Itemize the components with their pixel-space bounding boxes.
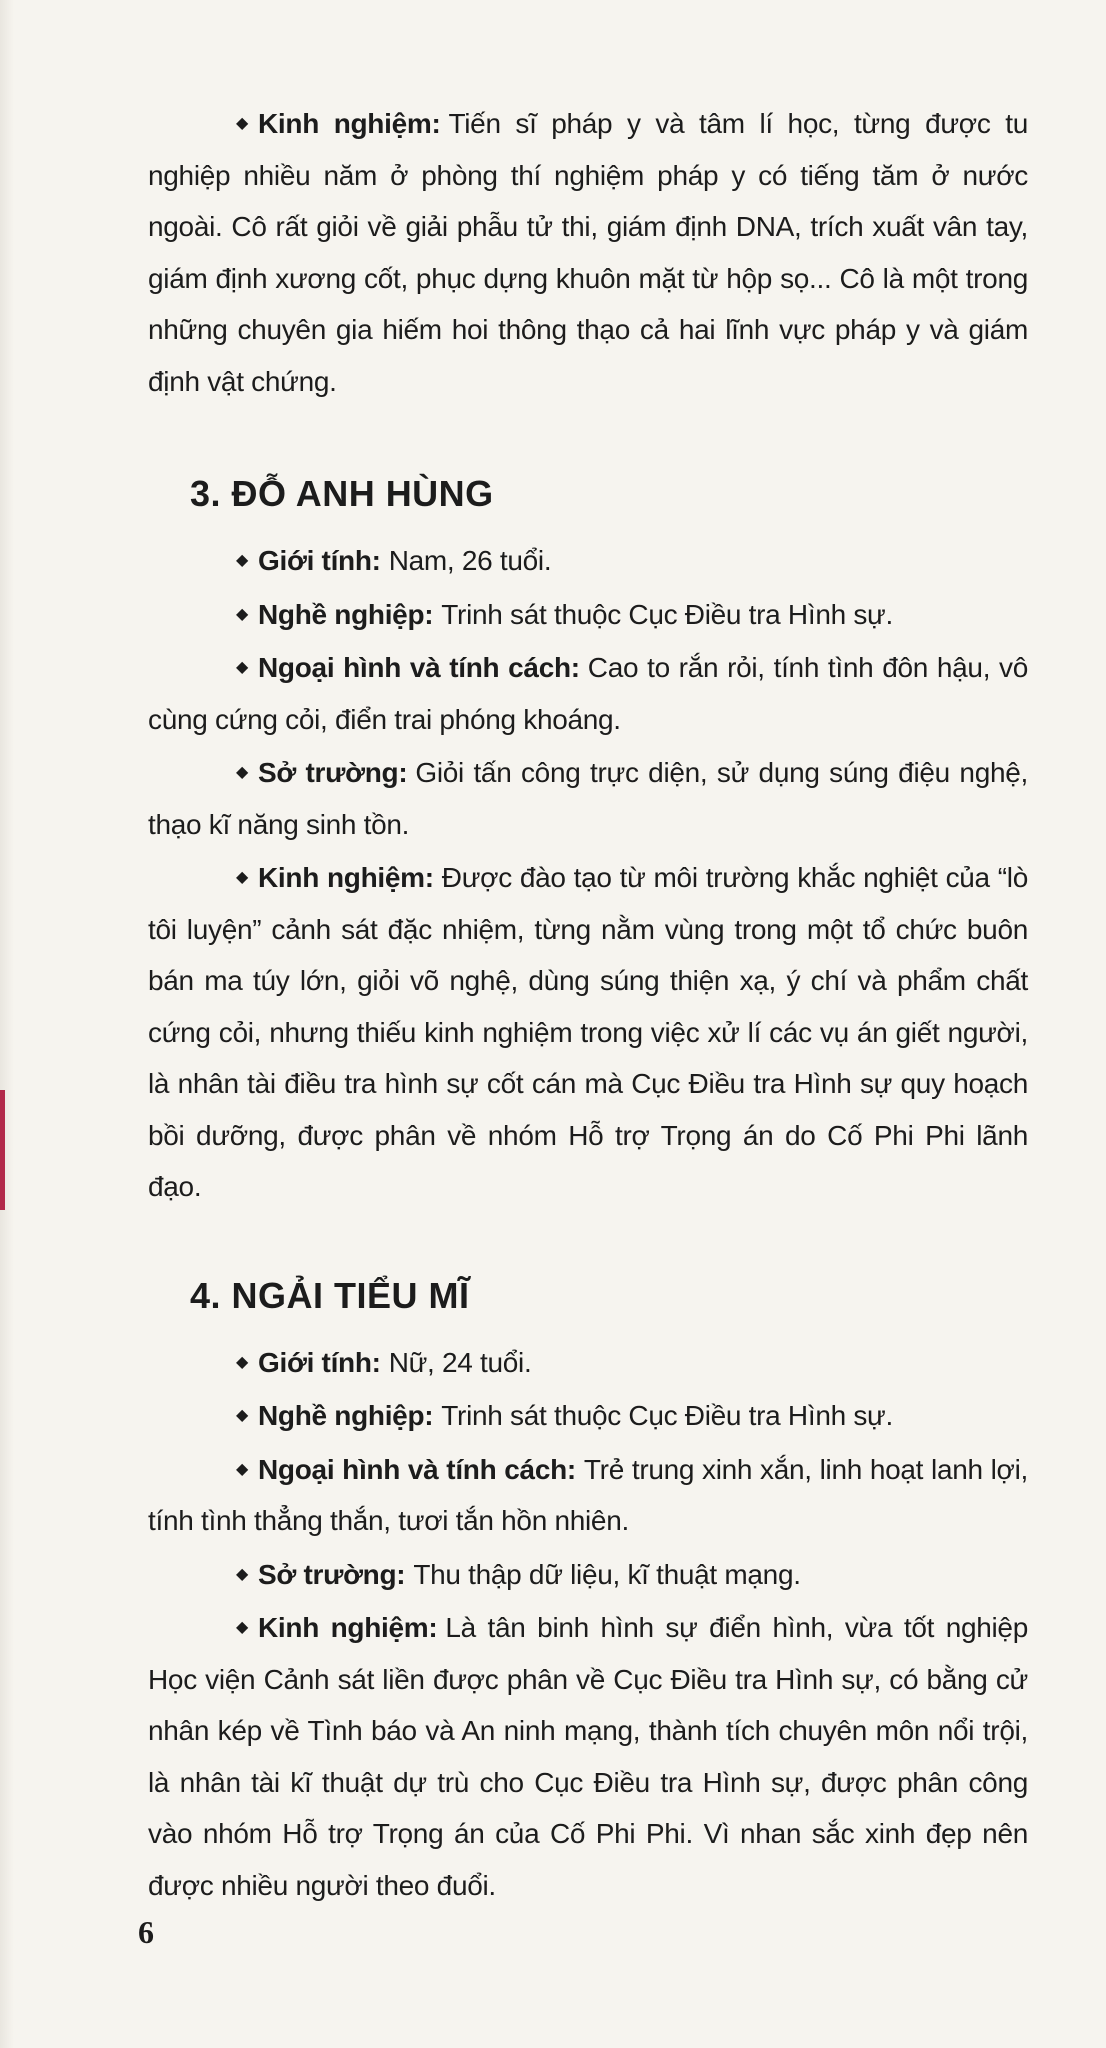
page-content bbox=[148, 98, 1028, 1913]
item-label: Giới tính: bbox=[258, 1346, 381, 1378]
list-item-strengths bbox=[148, 747, 1028, 850]
bullet-icon: ◆ bbox=[236, 115, 249, 132]
item-label: Nghề nghiệp: bbox=[258, 1400, 434, 1431]
section-title-do-anh-hung: 3. ĐỖ ANH HÙNG bbox=[190, 473, 494, 514]
item-label: Kinh nghiệm: bbox=[258, 108, 441, 139]
section-title-ngai-tieu-mi: 4. NGẢI TIỂU MĨ bbox=[190, 1274, 470, 1316]
item-label: Sở trường: bbox=[258, 757, 408, 788]
item-label: Nghề nghiệp: bbox=[258, 598, 434, 630]
bullet-icon: ◆ bbox=[236, 1353, 249, 1371]
bullet-icon: ◆ bbox=[236, 1619, 249, 1636]
item-text: Là tân binh hình sự điển hình, vừa tốt nghiệp Học viện Cảnh sát liền được phân về Cục Điều tra Hình sự, có bằng cử nhân kép về Tình báo và An ninh mạng, thành tích chuyên môn nổi trội, là nhân tài kĩ thuật dự trù cho Cục Điều tra Hình sự, được phân công vào nhóm Hỗ trợ Trọng án của Cố Phi Phi. Vì nhan sắc xinh đẹp nên được nhiều người theo đuổi. bbox=[148, 1612, 1028, 1901]
bullet-icon: ◆ bbox=[236, 764, 249, 781]
bullet-icon: ◆ bbox=[236, 552, 249, 569]
item-text: Trinh sát thuộc Cục Điều tra Hình sự. bbox=[441, 1400, 893, 1431]
bullet-icon: ◆ bbox=[236, 659, 249, 676]
item-label: Ngoại hình và tính cách: bbox=[258, 1453, 576, 1485]
list-item-occupation bbox=[148, 589, 1028, 641]
item-text: Tiến sĩ pháp y và tâm lí học, từng được tu nghiệp nhiều năm ở phòng thí nghiệm pháp y có tiếng tăm ở nước ngoài. Cô rất giỏi về giải phẫu tử thi, giám định DNA, trích xuất vân tay, giám định xương cốt, phục dựng khuôn mặt từ hộp sọ... Cô là một trong những chuyên gia hiếm hoi thông thạo cả hai lĩnh vực pháp y và giám định vật chứng. bbox=[148, 108, 1028, 397]
item-label: Sở trường: bbox=[258, 1558, 406, 1590]
item-text: Được đào tạo từ môi trường khắc nghiệt của “lò tôi luyện” cảnh sát đặc nhiệm, từng nằm vùng trong một tổ chức buôn bán ma túy lớn, giỏi võ nghệ, dùng súng thiện xạ, ý chí và phẩm chất cứng cỏi, nhưng thiếu kinh nghiệm trong việc xử lí các vụ án giết người, là nhân tài điều tra hình sự cốt cán mà Cục Điều tra Hình sự quy hoạch bồi dưỡng, được phân về nhóm Hỗ trợ Trọng án do Cố Phi Phi lãnh đạo. bbox=[148, 862, 1028, 1202]
item-label: Kinh nghiệm: bbox=[258, 862, 434, 893]
list-item-appearance bbox=[148, 1444, 1028, 1547]
list-item-appearance bbox=[148, 642, 1028, 745]
item-text: Thu thập dữ liệu, kĩ thuật mạng. bbox=[413, 1558, 801, 1590]
bullet-icon: ◆ bbox=[236, 1407, 249, 1424]
item-text: Trẻ trung xinh xắn, linh hoạt lanh lợi, tính tình thẳng thắn, tươi tắn hồn nhiên. bbox=[148, 1453, 1028, 1536]
page-edge-shadow bbox=[0, 0, 14, 2048]
list-item-experience bbox=[148, 852, 1028, 1213]
bullet-icon: ◆ bbox=[236, 1565, 249, 1583]
item-text: Nam, 26 tuổi. bbox=[388, 545, 552, 576]
item-text: Giỏi tấn công trực diện, sử dụng súng điệu nghệ, thạo kĩ năng sinh tồn. bbox=[148, 757, 1028, 840]
item-text: Cao to rắn rỏi, tính tình đôn hậu, vô cùng cứng cỏi, điển trai phóng khoáng. bbox=[148, 652, 1028, 735]
list-item-experience bbox=[148, 1602, 1028, 1911]
item-label: Kinh nghiệm: bbox=[258, 1612, 438, 1643]
item-label: Giới tính: bbox=[258, 545, 381, 576]
item-text: Trinh sát thuộc Cục Điều tra Hình sự. bbox=[441, 598, 893, 630]
list-item-gender bbox=[148, 535, 1028, 587]
bullet-icon: ◆ bbox=[236, 605, 249, 623]
list-item-gender bbox=[148, 1337, 1028, 1389]
bullet-icon: ◆ bbox=[236, 869, 249, 886]
page-edge-mark bbox=[0, 1090, 5, 1210]
page-number: 6 bbox=[138, 1914, 154, 1950]
item-text: Nữ, 24 tuổi. bbox=[388, 1346, 532, 1378]
list-item-strengths bbox=[148, 1549, 1028, 1601]
item-label: Ngoại hình và tính cách: bbox=[258, 652, 580, 683]
list-item-occupation bbox=[148, 1390, 1028, 1442]
bullet-icon: ◆ bbox=[236, 1460, 249, 1478]
top-paragraph bbox=[148, 98, 1028, 407]
